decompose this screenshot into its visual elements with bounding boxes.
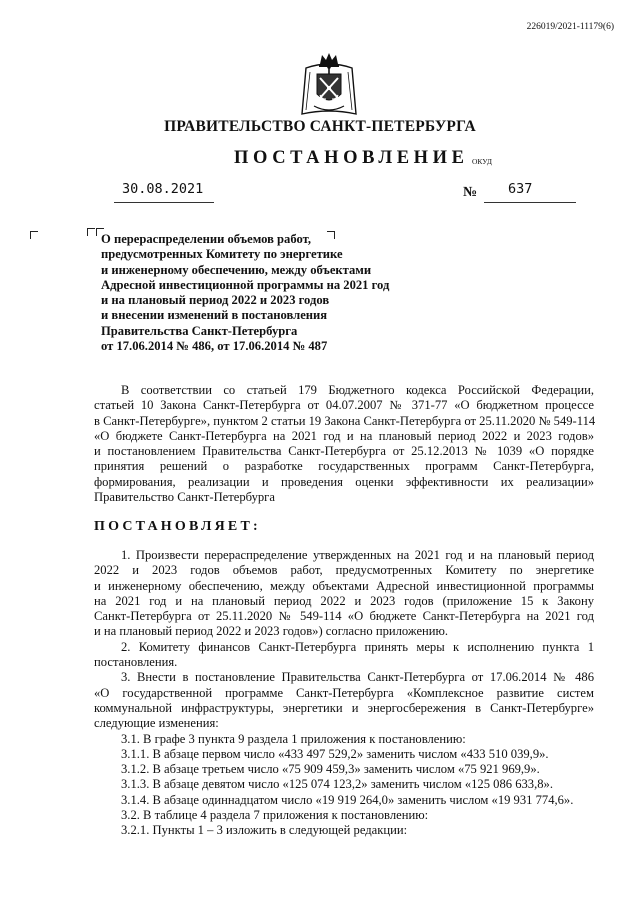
decree-number: 637 <box>508 181 533 197</box>
item-line: 3.1.3. В абзаце девятом число «125 074 123,2» заменить числом «125 086 633,8». <box>121 777 553 792</box>
preamble-line: принятия решений о разработке государственных программ Санкт-Петербурга, <box>94 459 594 474</box>
item-line: 3.1.1. В абзаце первом число «433 497 529,2» заменить числом «433 510 039,9». <box>121 746 549 761</box>
preamble-line: Правительство Санкт-Петербурга <box>94 490 275 505</box>
subject-line: и инженерному обеспечению, между объектами <box>101 262 372 277</box>
subject-line: Адресной инвестиционной программы на 2021 год <box>101 277 390 292</box>
item-line: 3.2. В таблице 4 раздела 7 приложения к постановлению: <box>121 808 429 823</box>
item-line: 2. Комитету финансов Санкт-Петербурга принять меры к исполнению пункта 1 <box>121 639 594 654</box>
item-line: 3.2.1. Пункты 1 – 3 изложить в следующей редакции: <box>121 823 408 838</box>
item-line: 3.1.4. В абзаце одиннадцатом число «19 919 264,0» заменить числом «19 931 774,6». <box>121 792 574 807</box>
subject-line: предусмотренных Комитету по энергетике <box>101 247 343 262</box>
item-line: 2022 и 2023 годов объемов работ, предусмотренных Комитету по энергетике <box>94 563 594 578</box>
item-line: коммунальной инфраструктуры, энергетики и энергосбережения в Санкт-Петербурге» <box>94 700 594 715</box>
item-line: постановления. <box>94 655 178 670</box>
decree-items <box>94 548 594 839</box>
resolves-heading: ПОСТАНОВЛЯЕТ: <box>94 519 261 534</box>
preamble-line: В соответствии со статьей 179 Бюджетного кодекса Российской Федерации, <box>121 383 594 397</box>
subject-corner-mark-left <box>87 228 95 236</box>
number-sign: № <box>463 185 478 200</box>
item-line: следующие изменения: <box>94 716 219 731</box>
number-underline <box>484 202 576 203</box>
issuing-authority-title: ПРАВИТЕЛЬСТВО САНКТ-ПЕТЕРБУРГА <box>164 118 476 135</box>
decree-subject <box>101 232 389 354</box>
preamble-line: формирования, реализации и проведения оценки эффективности их реализации» <box>94 474 594 489</box>
preamble-line: статьей 10 Закона Санкт-Петербурга от 04.07.2007 № 371-77 «О бюджетном процессе <box>94 398 594 413</box>
item-line: 3.1. В графе 3 пункта 9 раздела 1 приложения к постановлению: <box>121 731 466 746</box>
preamble-line: «О бюджете Санкт-Петербурга на 2021 год и на плановый период 2022 и 2023 годов» <box>94 428 594 443</box>
okud-label: ОКУД <box>472 157 492 166</box>
date-underline <box>114 202 214 203</box>
decree-date: 30.08.2021 <box>122 181 204 197</box>
item-line: 3.1.2. В абзаце третьем число «75 909 459,3» заменить числом «75 921 969,9». <box>121 762 540 777</box>
document-reference-number: 226019/2021-11179(6) <box>526 22 614 32</box>
item-line: «О государственной программе Санкт-Петербурга «Комплексное развитие систем <box>94 685 594 700</box>
item-line: 1. Произвести перераспределение утвержденных на 2021 год и на плановый период <box>121 548 594 562</box>
item-line: 3. Внести в постановление Правительства Санкт-Петербурга от 17.06.2014 № 486 <box>121 670 594 685</box>
subject-line: О перераспределении объемов работ, <box>101 232 311 246</box>
preamble-line: в Санкт-Петербурге», пунктом 2 статьи 19 Закона Санкт-Петербурга от 25.11.2020 № 549-114 <box>94 413 596 428</box>
subject-line: и внесении изменений в постановления <box>101 308 328 323</box>
subject-line: Правительства Санкт-Петербурга <box>101 323 298 338</box>
spb-coat-of-arms-icon <box>298 50 360 120</box>
margin-corner-mark <box>30 231 38 239</box>
item-line: и инженерному обеспечению, между объектами Адресной инвестиционной программы <box>94 578 594 593</box>
preamble-paragraph <box>94 383 594 505</box>
preamble-line: и постановлением Правительства Санкт-Петербурга от 25.12.2013 № 1039 «О порядке <box>94 444 594 459</box>
subject-line: от 17.06.2014 № 486, от 17.06.2014 № 487 <box>101 339 328 354</box>
document-type-title: ПОСТАНОВЛЕНИЕ <box>234 148 469 168</box>
item-line: Санкт-Петербурга от 25.11.2020 № 549-114 «О бюджете Санкт-Петербурга на 2021 год <box>94 609 594 624</box>
subject-line: и на плановый период 2022 и 2023 годов <box>101 293 330 308</box>
item-line: и на плановый период 2022 и 2023 годов») согласно приложению. <box>94 624 449 639</box>
item-line: на 2021 год и на плановый период 2022 и 2023 годов (приложение 15 к Закону <box>94 593 594 608</box>
